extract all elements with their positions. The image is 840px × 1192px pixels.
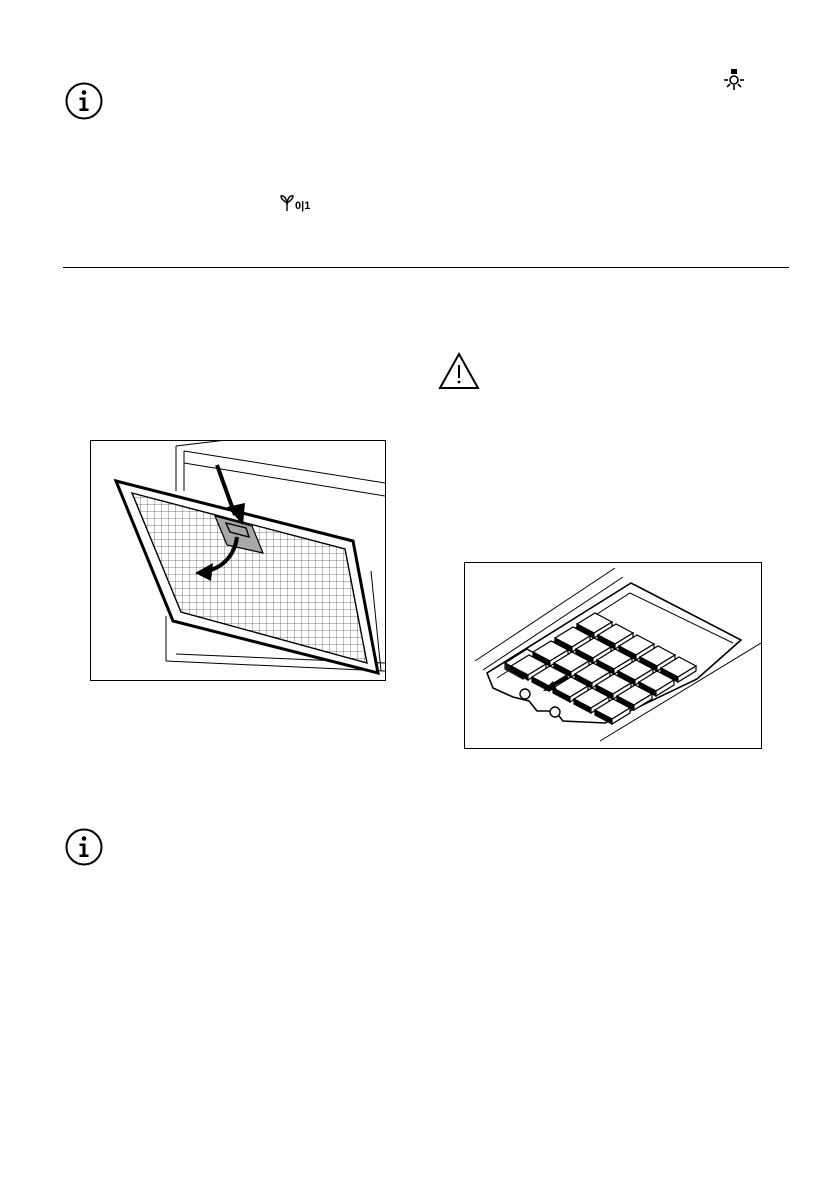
warning-triangle-icon [437, 351, 481, 391]
fan-on-off-icon [279, 194, 295, 212]
charcoal-filter-illustration [464, 562, 762, 749]
fan-symbol-label: 0|1 [295, 200, 311, 212]
charcoal-filter-drawing [465, 563, 761, 748]
info-icon-bottom [64, 827, 104, 867]
info-icon [64, 81, 104, 121]
warning-icon-wrap [437, 351, 481, 391]
info-icon [64, 827, 104, 867]
light-symbol [722, 68, 746, 92]
grease-filter-drawing [91, 441, 385, 680]
section-divider [63, 267, 789, 268]
grease-filter-illustration [90, 440, 386, 681]
info-icon-top [64, 81, 104, 121]
fan-symbol [279, 194, 310, 212]
light-bulb-icon [722, 68, 746, 92]
